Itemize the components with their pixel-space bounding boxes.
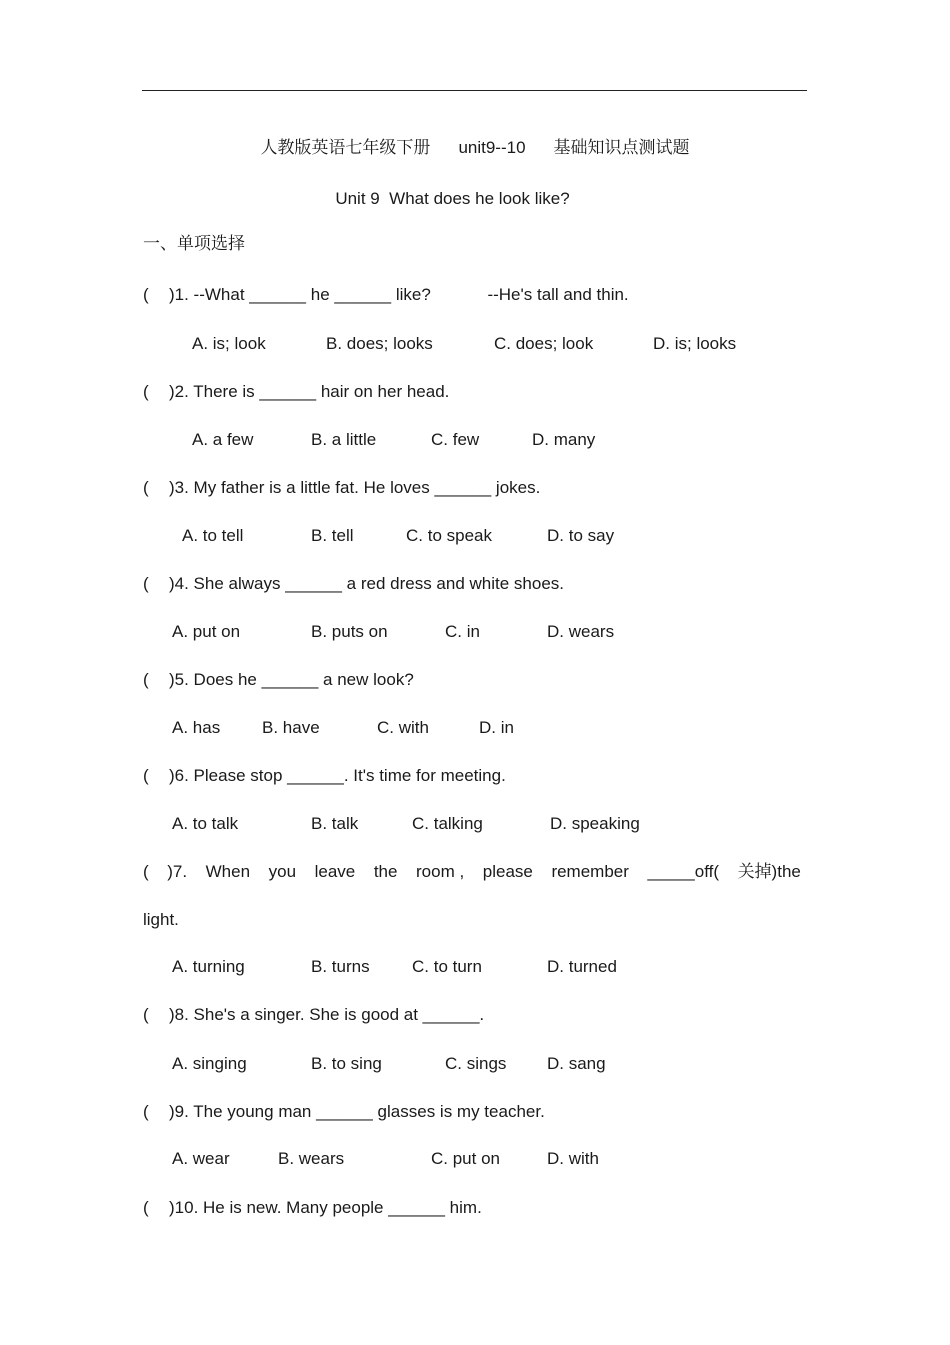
question-5: [143, 670, 414, 690]
question-3: [143, 478, 540, 498]
answer-paren: (: [143, 862, 149, 881]
title-unit: unit9--10: [458, 138, 526, 157]
option-c: C. to turn: [412, 957, 482, 976]
answer-paren: (: [143, 1005, 149, 1024]
answer-paren: (: [143, 382, 149, 401]
question-stem: )1. --What ______ he ______ like? --He's tall and thin.: [169, 285, 629, 304]
option-b: B. wears: [278, 1149, 345, 1168]
option-a: A. singing: [172, 1054, 247, 1073]
question-stem: )9. The young man ______ glasses is my teacher.: [169, 1102, 545, 1121]
option-d: D. with: [547, 1149, 599, 1168]
question-stem: )4. She always ______ a red dress and white shoes.: [169, 574, 565, 593]
stem-word: remember: [551, 862, 629, 881]
question-1: [143, 285, 629, 305]
header-rule: [142, 90, 807, 91]
question-8: [143, 1005, 484, 1025]
option-c: C. few: [431, 430, 480, 449]
section-title: 一、单项选择: [143, 234, 245, 253]
option-c: C. put on: [431, 1149, 500, 1168]
option-a: A. a few: [192, 430, 254, 449]
option-c: C. talking: [412, 814, 483, 833]
option-c: C. does; look: [494, 334, 594, 353]
option-a: A. put on: [172, 622, 241, 641]
question-10: [143, 1198, 482, 1218]
stem-word: please: [482, 862, 533, 881]
answer-paren: (: [143, 478, 149, 497]
option-c: C. to speak: [406, 526, 492, 545]
option-b: B. talk: [311, 814, 359, 833]
title-cn-part1: 人教版英语七年级下册: [260, 138, 431, 157]
answer-paren: (: [143, 766, 149, 785]
title-cn-part2: 基础知识点测试题: [553, 138, 690, 157]
stem-word: you: [268, 862, 297, 881]
option-c: C. with: [377, 718, 429, 737]
answer-paren: (: [143, 285, 149, 304]
stem-word: _____off(: [647, 862, 719, 881]
option-b: B. puts on: [311, 622, 388, 641]
option-d: D. wears: [547, 622, 615, 641]
option-a: A. has: [172, 718, 221, 737]
option-c: C. sings: [445, 1054, 507, 1073]
option-b: B. turns: [311, 957, 370, 976]
stem-word: the: [373, 862, 398, 881]
answer-paren: (: [143, 574, 149, 593]
question-2: [143, 382, 449, 402]
option-a: A. is; look: [192, 334, 266, 353]
option-a: A. turning: [172, 957, 245, 976]
option-d: D. is; looks: [653, 334, 737, 353]
option-a: A. to talk: [172, 814, 239, 833]
answer-paren: (: [143, 670, 149, 689]
page-title: [0, 138, 950, 158]
question-stem-continuation: light.: [143, 910, 179, 929]
option-d: D. turned: [547, 957, 617, 976]
question-stem: )5. Does he ______ a new look?: [169, 670, 414, 689]
question-stem: )10. He is new. Many people ______ him.: [169, 1198, 482, 1217]
question-6: [143, 766, 506, 786]
unit-subtitle: Unit 9 What does he look like?: [335, 189, 570, 208]
stem-word: )7.: [167, 862, 188, 881]
question-stem: )2. There is ______ hair on her head.: [169, 382, 450, 401]
option-b: B. a little: [311, 430, 377, 449]
question-stem: )3. My father is a little fat. He loves ______ jokes.: [169, 478, 541, 497]
option-b: B. tell: [311, 526, 354, 545]
stem-word: 关掉)the: [737, 862, 801, 881]
option-a: A. wear: [172, 1149, 230, 1168]
stem-word: room ,: [416, 862, 465, 881]
option-d: D. to say: [547, 526, 615, 545]
option-b: B. does; looks: [326, 334, 433, 353]
question-9: [143, 1102, 545, 1122]
stem-word: When: [205, 862, 251, 881]
option-c: C. in: [445, 622, 480, 641]
question-stem: )8. She's a singer. She is good at ______.: [169, 1005, 485, 1024]
option-d: D. speaking: [550, 814, 640, 833]
question-7: [143, 862, 801, 882]
question-4: [143, 574, 564, 594]
option-a: A. to tell: [182, 526, 244, 545]
option-d: D. in: [479, 718, 514, 737]
stem-word: leave: [314, 862, 356, 881]
question-stem: )6. Please stop ______. It's time for meeting.: [169, 766, 506, 785]
answer-paren: (: [143, 1198, 149, 1217]
answer-paren: (: [143, 1102, 149, 1121]
option-b: B. to sing: [311, 1054, 382, 1073]
option-d: D. many: [532, 430, 596, 449]
option-b: B. have: [262, 718, 320, 737]
option-d: D. sang: [547, 1054, 606, 1073]
